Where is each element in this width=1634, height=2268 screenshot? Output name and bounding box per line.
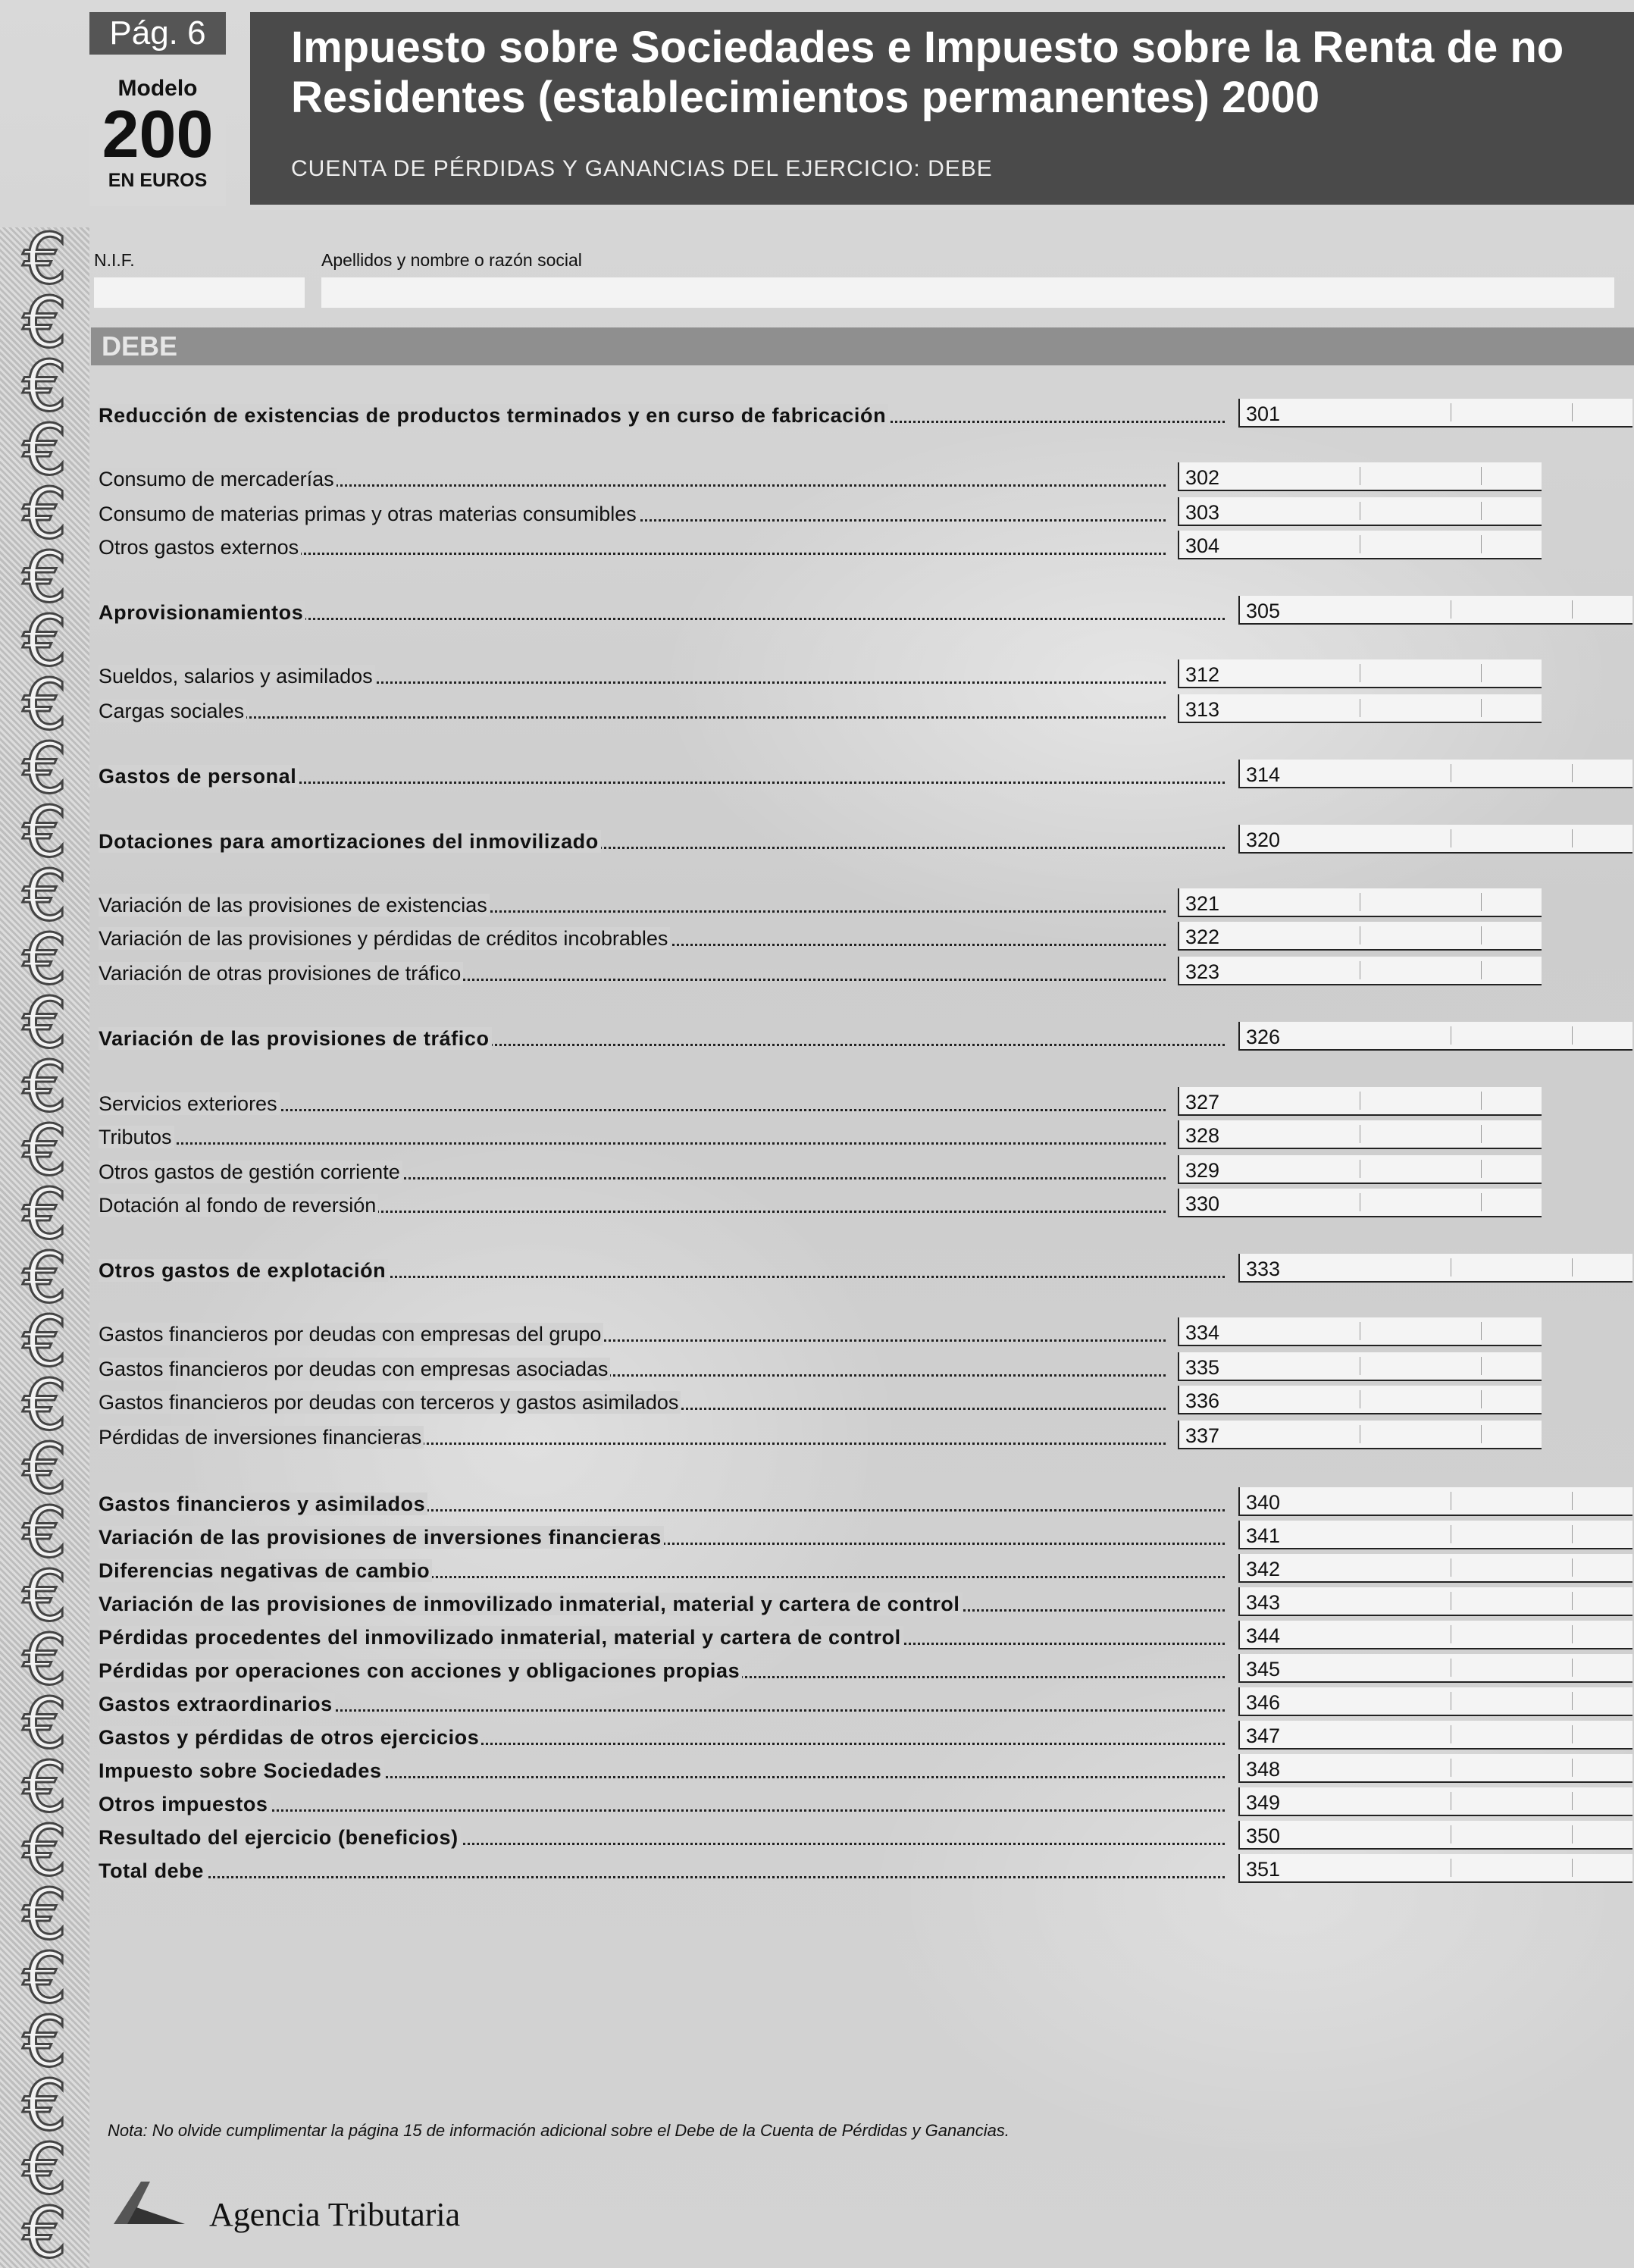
euro-icon: € <box>22 600 67 681</box>
amount-field-329[interactable] <box>1178 1155 1542 1184</box>
row-label-text: Variación de las provisiones de inversiones financieras <box>99 1526 664 1549</box>
amount-field-330[interactable] <box>1178 1189 1542 1217</box>
digit-separator <box>1572 1825 1573 1844</box>
row-label <box>99 532 1166 562</box>
form-row-334 <box>99 1319 1220 1349</box>
euro-symbol-strip <box>0 227 89 2268</box>
row-label-text: Resultado del ejercicio (beneficios) <box>99 1826 461 1849</box>
digit-separator <box>1572 829 1573 847</box>
box-code: 345 <box>1238 1654 1280 1681</box>
row-label-text: Tributos <box>99 1126 174 1148</box>
box-code: 334 <box>1178 1317 1219 1345</box>
digit-separator <box>1572 1692 1573 1710</box>
amount-field-321[interactable] <box>1178 888 1542 917</box>
digit-separator <box>1572 600 1573 619</box>
box-code: 320 <box>1238 825 1280 852</box>
form-row-345 <box>99 1656 1281 1686</box>
form-row-340 <box>99 1489 1281 1519</box>
amount-field-344[interactable] <box>1238 1621 1632 1649</box>
euro-icon: € <box>22 855 67 936</box>
leader-dots <box>99 1876 1225 1878</box>
row-label <box>99 400 1225 431</box>
row-label-text: Servicios exteriores <box>99 1092 280 1115</box>
row-label <box>99 1756 1225 1786</box>
amount-field-314[interactable] <box>1238 760 1632 788</box>
row-label <box>99 1122 1166 1152</box>
box-code: 340 <box>1238 1487 1280 1515</box>
euro-icon: € <box>22 919 67 1000</box>
amount-field-301[interactable] <box>1238 399 1632 428</box>
row-label-text: Dotaciones para amortizaciones del inmovilizado <box>99 830 601 853</box>
digit-separator <box>1481 1092 1482 1110</box>
euro-icon: € <box>22 1619 67 1700</box>
amount-field-322[interactable] <box>1178 922 1542 951</box>
row-label-text: Pérdidas de inversiones financieras <box>99 1426 424 1449</box>
form-row-323 <box>99 958 1220 988</box>
amount-field-342[interactable] <box>1238 1554 1632 1583</box>
section-header-debe: DEBE <box>91 327 1634 365</box>
euro-icon: € <box>22 537 67 618</box>
box-code: 342 <box>1238 1554 1280 1581</box>
euro-icon: € <box>22 1874 67 1955</box>
digit-separator <box>1572 1625 1573 1643</box>
amount-field-313[interactable] <box>1178 694 1542 723</box>
row-label <box>99 761 1225 791</box>
form-row-303 <box>99 499 1220 529</box>
euro-icon: € <box>22 664 67 745</box>
row-label <box>99 890 1166 920</box>
box-code: 328 <box>1178 1120 1219 1148</box>
row-label-text: Otros gastos externos <box>99 536 301 559</box>
form-row-337 <box>99 1422 1220 1452</box>
digit-separator <box>1572 1026 1573 1045</box>
euro-icon: € <box>22 2065 67 2146</box>
amount-field-349[interactable] <box>1238 1787 1632 1816</box>
amount-field-336[interactable] <box>1178 1386 1542 1414</box>
amount-field-347[interactable] <box>1238 1721 1632 1750</box>
row-label <box>99 1157 1166 1187</box>
digit-separator <box>1572 1258 1573 1277</box>
euro-icon: € <box>22 1364 67 1446</box>
box-code: 344 <box>1238 1621 1280 1648</box>
row-label-text: Aprovisionamientos <box>99 601 305 624</box>
box-code: 337 <box>1178 1421 1219 1448</box>
digit-separator <box>1481 1390 1482 1408</box>
box-code: 321 <box>1178 888 1219 916</box>
form-row-302 <box>99 464 1220 494</box>
euro-icon: € <box>22 791 67 872</box>
form-row-321 <box>99 890 1220 920</box>
digit-separator <box>1481 1160 1482 1178</box>
box-code: 302 <box>1178 462 1219 490</box>
amount-field-305[interactable] <box>1238 596 1632 625</box>
digit-separator <box>1481 1125 1482 1143</box>
amount-field-328[interactable] <box>1178 1120 1542 1149</box>
row-label-text: Reducción de existencias de productos terminados y en curso de fabricación <box>99 404 888 427</box>
form-row-336 <box>99 1387 1220 1418</box>
row-label-text: Pérdidas por operaciones con acciones y obligaciones propias <box>99 1659 742 1682</box>
row-label-text: Variación de las provisiones de existencias <box>99 894 490 916</box>
digit-separator <box>1481 1357 1482 1375</box>
row-label-text: Variación de las provisiones y pérdidas de créditos incobrables <box>99 927 670 950</box>
amount-field-350[interactable] <box>1238 1821 1632 1850</box>
amount-field-348[interactable] <box>1238 1754 1632 1783</box>
digit-separator <box>1572 1725 1573 1743</box>
leader-dots <box>99 1142 1166 1145</box>
amount-field-346[interactable] <box>1238 1687 1632 1716</box>
amount-field-341[interactable] <box>1238 1521 1632 1549</box>
digit-separator <box>1572 1859 1573 1877</box>
euro-icon: € <box>22 1492 67 1573</box>
form-row-346 <box>99 1689 1281 1719</box>
euro-icon: € <box>22 1938 67 2019</box>
row-label-text: Gastos y pérdidas de otros ejercicios <box>99 1726 481 1749</box>
amount-field-312[interactable] <box>1178 659 1542 688</box>
row-label <box>99 1422 1166 1452</box>
digit-separator <box>1481 467 1482 485</box>
amount-field-326[interactable] <box>1238 1022 1632 1051</box>
amount-field-302[interactable] <box>1178 462 1542 491</box>
amount-field-303[interactable] <box>1178 497 1542 526</box>
digit-separator <box>1481 535 1482 553</box>
box-code: 341 <box>1238 1521 1280 1548</box>
name-field[interactable] <box>321 277 1614 308</box>
box-code: 303 <box>1178 497 1219 525</box>
euro-icon: € <box>22 1173 67 1255</box>
row-label-text: Otros gastos de explotación <box>99 1259 388 1282</box>
row-label <box>99 1522 1225 1552</box>
row-label-text: Otros gastos de gestión corriente <box>99 1161 402 1183</box>
euro-icon: € <box>22 1301 67 1382</box>
row-label <box>99 1354 1166 1384</box>
form-row-314 <box>99 761 1281 791</box>
amount-field-320[interactable] <box>1238 825 1632 854</box>
euro-icon: € <box>22 728 67 809</box>
row-label <box>99 1489 1225 1519</box>
row-label-text: Consumo de materias primas y otras materias consumibles <box>99 503 639 525</box>
row-label <box>99 1255 1225 1286</box>
row-label <box>99 1822 1225 1853</box>
euro-icon: € <box>22 227 67 299</box>
form-row-320 <box>99 826 1281 857</box>
euro-icon: € <box>22 346 67 427</box>
amount-field-323[interactable] <box>1178 957 1542 985</box>
digit-separator <box>1572 1592 1573 1610</box>
form-row-313 <box>99 696 1220 726</box>
box-code: 326 <box>1238 1022 1280 1049</box>
euro-icon: € <box>22 1237 67 1318</box>
agencia-tributaria-logo-icon <box>106 2177 189 2230</box>
box-code: 351 <box>1238 1854 1280 1881</box>
row-label <box>99 923 1166 954</box>
name-label: Apellidos y nombre o razón social <box>321 250 582 270</box>
row-label <box>99 1589 1225 1619</box>
form-row-348 <box>99 1756 1281 1786</box>
box-code: 343 <box>1238 1587 1280 1615</box>
row-label <box>99 1689 1225 1719</box>
row-label-text: Variación de las provisiones de inmovilizado inmaterial, material y cartera de control <box>99 1593 963 1615</box>
box-code: 336 <box>1178 1386 1219 1413</box>
row-label <box>99 1789 1225 1819</box>
box-code: 350 <box>1238 1821 1280 1848</box>
amount-field-334[interactable] <box>1178 1317 1542 1346</box>
box-code: 313 <box>1178 694 1219 722</box>
amount-field-340[interactable] <box>1238 1487 1632 1516</box>
row-label <box>99 499 1166 529</box>
amount-field-335[interactable] <box>1178 1352 1542 1381</box>
form-row-305 <box>99 597 1281 628</box>
box-code: 305 <box>1238 596 1280 623</box>
form-row-349 <box>99 1789 1281 1819</box>
leader-dots <box>99 716 1166 719</box>
form-row-326 <box>99 1023 1281 1054</box>
row-label <box>99 958 1166 988</box>
row-label <box>99 696 1166 726</box>
row-label-text: Dotación al fondo de reversión <box>99 1194 378 1217</box>
box-code: 346 <box>1238 1687 1280 1715</box>
box-code: 312 <box>1178 659 1219 687</box>
row-label-text: Gastos financieros y asimilados <box>99 1493 427 1515</box>
form-row-312 <box>99 661 1220 691</box>
page-number-badge: Pág. 6 <box>89 12 226 55</box>
row-label <box>99 1190 1166 1220</box>
euro-icon: € <box>22 1746 67 1828</box>
modelo-block <box>89 58 226 206</box>
currency-label: EN EUROS <box>108 170 208 191</box>
euro-icon: € <box>22 409 67 490</box>
euro-icon: € <box>22 982 67 1064</box>
box-code: 314 <box>1238 760 1280 787</box>
box-code: 322 <box>1178 922 1219 949</box>
form-row-322 <box>99 923 1220 954</box>
form-row-344 <box>99 1622 1281 1652</box>
digit-separator <box>1572 1558 1573 1577</box>
amount-field-333[interactable] <box>1238 1254 1632 1283</box>
box-code: 335 <box>1178 1352 1219 1380</box>
row-label-text: Variación de otras provisiones de tráfico <box>99 962 463 985</box>
amount-field-343[interactable] <box>1238 1587 1632 1616</box>
box-code: 304 <box>1178 531 1219 558</box>
euro-icon: € <box>22 2192 67 2268</box>
digit-separator <box>1481 699 1482 717</box>
row-label-text: Diferencias negativas de cambio <box>99 1559 432 1582</box>
box-code: 329 <box>1178 1155 1219 1183</box>
euro-icon: € <box>22 1110 67 1191</box>
row-label-text: Gastos financieros por deudas con empresas del grupo <box>99 1323 603 1345</box>
row-label <box>99 597 1225 628</box>
row-label-text: Total debe <box>99 1859 206 1882</box>
digit-separator <box>1481 1193 1482 1211</box>
row-label <box>99 1656 1225 1686</box>
row-label <box>99 1856 1225 1886</box>
row-label-text: Gastos financieros por deudas con terceros y gastos asimilados <box>99 1391 681 1414</box>
box-code: 301 <box>1238 399 1280 426</box>
digit-separator <box>1572 403 1573 421</box>
form-row-330 <box>99 1190 1220 1220</box>
form-row-350 <box>99 1822 1281 1853</box>
digit-separator <box>1572 1792 1573 1810</box>
digit-separator <box>1572 764 1573 782</box>
modelo-number: 200 <box>102 96 214 171</box>
row-label <box>99 826 1225 857</box>
row-label <box>99 1622 1225 1652</box>
euro-icon: € <box>22 1555 67 1637</box>
row-label-text: Pérdidas procedentes del inmovilizado inmaterial, material y cartera de control <box>99 1626 903 1649</box>
row-label-text: Sueldos, salarios y asimilados <box>99 665 375 688</box>
title-banner <box>250 12 1634 205</box>
box-code: 349 <box>1238 1787 1280 1815</box>
digit-separator <box>1481 893 1482 911</box>
row-label-text: Cargas sociales <box>99 700 246 722</box>
form-row-327 <box>99 1089 1220 1119</box>
digit-separator <box>1572 1492 1573 1510</box>
digit-separator <box>1481 664 1482 682</box>
amount-field-337[interactable] <box>1178 1421 1542 1449</box>
row-label-text: Gastos extraordinarios <box>99 1693 335 1715</box>
page-title: Impuesto sobre Sociedades e Impuesto sobre la Renta de no Residentes (establecimientos permanentes) 2000 <box>291 23 1564 122</box>
form-row-335 <box>99 1354 1220 1384</box>
form-row-351 <box>99 1856 1281 1886</box>
euro-icon: € <box>22 1683 67 1764</box>
form-row-333 <box>99 1255 1281 1286</box>
box-code: 323 <box>1178 957 1219 984</box>
row-label-text: Variación de las provisiones de tráfico <box>99 1027 492 1050</box>
form-row-347 <box>99 1722 1281 1753</box>
form-row-301 <box>99 400 1281 431</box>
digit-separator <box>1481 502 1482 520</box>
euro-icon: € <box>22 1046 67 1127</box>
euro-icon: € <box>22 2129 67 2210</box>
row-label <box>99 1319 1166 1349</box>
modelo-label: Modelo <box>117 76 198 101</box>
row-label <box>99 1722 1225 1753</box>
row-label <box>99 464 1166 494</box>
amount-field-327[interactable] <box>1178 1087 1542 1116</box>
row-label <box>99 1023 1225 1054</box>
row-label <box>99 1555 1225 1586</box>
row-label-text: Impuesto sobre Sociedades <box>99 1759 384 1782</box>
digit-separator <box>1481 926 1482 944</box>
row-label <box>99 661 1166 691</box>
euro-icon: € <box>22 2001 67 2082</box>
amount-field-345[interactable] <box>1238 1654 1632 1683</box>
row-label-text: Otros impuestos <box>99 1793 271 1815</box>
box-code: 330 <box>1178 1189 1219 1216</box>
euro-icon: € <box>22 282 67 363</box>
amount-field-304[interactable] <box>1178 531 1542 559</box>
page-subtitle: CUENTA DE PÉRDIDAS Y GANANCIAS DEL EJERCICIO: DEBE <box>291 156 993 181</box>
form-row-342 <box>99 1555 1281 1586</box>
row-label-text: Gastos financieros por deudas con empresas asociadas <box>99 1358 610 1380</box>
box-code: 347 <box>1238 1721 1280 1748</box>
euro-icon: € <box>22 1810 67 1891</box>
row-label <box>99 1387 1166 1418</box>
footer-note: Nota: No olvide cumplimentar la página 15 de información adicional sobre el Debe de la Cuenta de Pérdidas y Ganancias. <box>108 2121 1010 2140</box>
nif-field[interactable] <box>94 277 305 308</box>
form-row-304 <box>99 532 1220 562</box>
box-code: 348 <box>1238 1754 1280 1781</box>
digit-separator <box>1572 1659 1573 1677</box>
form-row-329 <box>99 1157 1220 1187</box>
amount-field-351[interactable] <box>1238 1854 1632 1883</box>
nif-label: N.I.F. <box>94 250 135 270</box>
form-row-328 <box>99 1122 1220 1152</box>
euro-icon: € <box>22 473 67 554</box>
digit-separator <box>1481 1322 1482 1340</box>
box-code: 333 <box>1238 1254 1280 1281</box>
row-label <box>99 1089 1166 1119</box>
digit-separator <box>1481 961 1482 979</box>
digit-separator <box>1572 1759 1573 1777</box>
form-row-343 <box>99 1589 1281 1619</box>
form-row-341 <box>99 1522 1281 1552</box>
row-label-text: Consumo de mercaderías <box>99 468 337 490</box>
agency-name: Agencia Tributaria <box>209 2196 461 2233</box>
euro-icon: € <box>22 1428 67 1509</box>
digit-separator <box>1481 1425 1482 1443</box>
digit-separator <box>1572 1525 1573 1543</box>
row-label-text: Gastos de personal <box>99 765 299 788</box>
box-code: 327 <box>1178 1087 1219 1114</box>
